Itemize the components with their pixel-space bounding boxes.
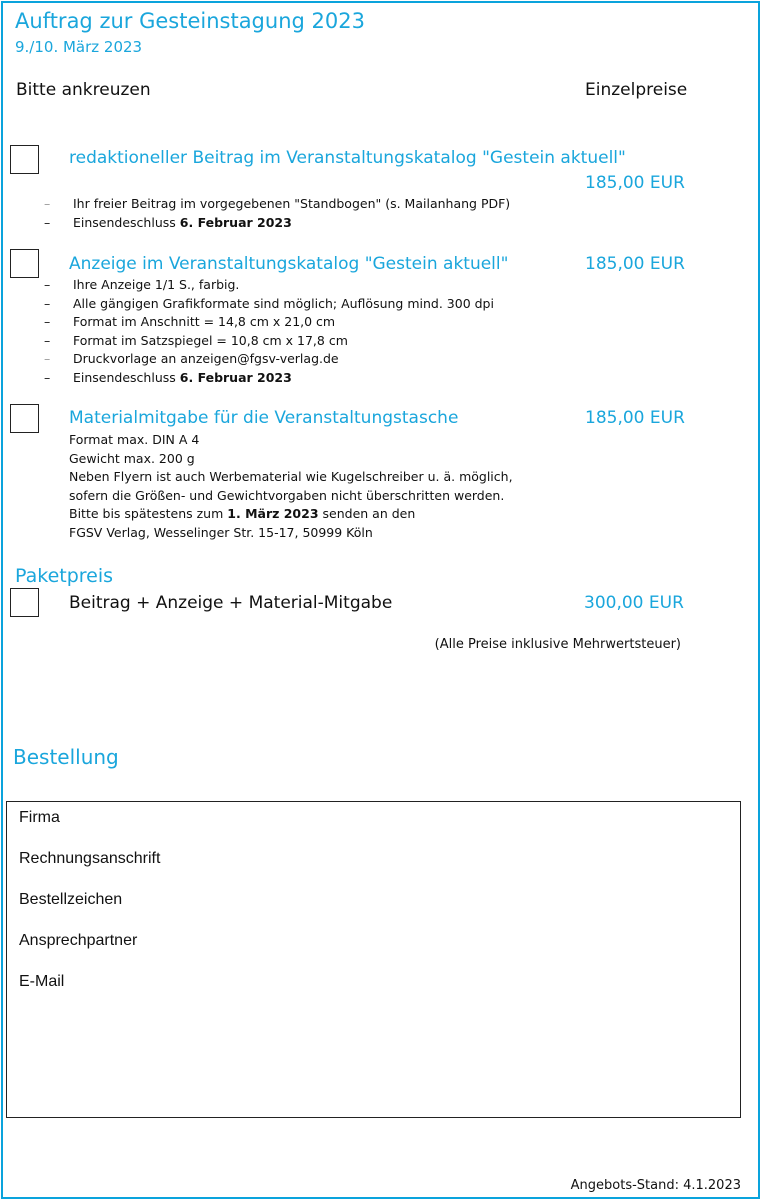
detail-line: FGSV Verlag, Wesselinger Str. 15-17, 50999 Köln: [69, 524, 373, 540]
package-price: 300,00 EUR: [584, 593, 684, 613]
detail-line: Neben Flyern ist auch Werbematerial wie Kugelschreiber u. ä. möglich,: [69, 469, 513, 484]
field-order-reference[interactable]: Bestellzeichen: [19, 891, 123, 908]
checkbox-advertisement[interactable]: [10, 249, 39, 278]
page-title: Auftrag zur Gesteinstagung 2023: [15, 9, 365, 33]
item-price-material: 185,00 EUR: [585, 408, 685, 428]
item-bullets-advertisement: [44, 276, 494, 387]
package-label: Beitrag + Anzeige + Material-Mitgabe: [69, 593, 393, 613]
detail-line: sofern die Größen- und Gewichtvorgaben nicht überschritten werden.: [69, 487, 505, 503]
field-email[interactable]: E-Mail: [19, 973, 65, 990]
item-title-material: Materialmitgabe für die Veranstaltungstasche: [69, 408, 459, 428]
order-form-box: [6, 801, 741, 1118]
list-item: – Einsendeschluss 6. Februar 2023: [44, 214, 292, 230]
list-item: – Druckvorlage an anzeigen@fgsv-verlag.de: [44, 351, 339, 366]
list-item: – Einsendeschluss 6. Februar 2023: [44, 369, 292, 385]
list-item: – Format im Anschnitt = 14,8 cm x 21,0 cm: [44, 314, 336, 329]
detail-line: Gewicht max. 200 g: [69, 450, 195, 466]
list-item: – Ihr freier Beitrag im vorgegebenen "Standbogen" (s. Mailanhang PDF): [44, 196, 511, 211]
vat-note: (Alle Preise inklusive Mehrwertsteuer): [434, 637, 681, 652]
item-price-editorial: 185,00 EUR: [585, 173, 685, 193]
checkbox-material-insert[interactable]: [10, 404, 39, 433]
list-item: – Format im Satzspiegel = 10,8 cm x 17,8 cm: [44, 332, 348, 348]
column-header-check: Bitte ankreuzen: [16, 80, 151, 100]
list-item: – Ihre Anzeige 1/1 S., farbig.: [44, 277, 240, 292]
detail-line: Format max. DIN A 4: [69, 432, 200, 447]
package-heading: Paketpreis: [15, 565, 114, 587]
checkbox-editorial-article[interactable]: [10, 145, 39, 174]
item-title-advertisement: Anzeige im Veranstaltungskatalog "Gestein aktuell": [69, 254, 509, 274]
field-contact-person[interactable]: Ansprechpartner: [19, 932, 138, 949]
item-details-material: [69, 431, 513, 542]
item-title-editorial: redaktioneller Beitrag im Veranstaltungskatalog "Gestein aktuell": [69, 148, 626, 168]
event-date: 9./10. März 2023: [15, 38, 143, 56]
list-item: – Alle gängigen Grafikformate sind möglich; Auflösung mind. 300 dpi: [44, 295, 494, 311]
field-company[interactable]: Firma: [19, 809, 60, 826]
offer-date: Angebots-Stand: 4.1.2023: [570, 1178, 741, 1193]
checkbox-package[interactable]: [10, 588, 39, 617]
detail-line: Bitte bis spätestens zum 1. März 2023 senden an den: [69, 506, 416, 521]
item-bullets-editorial: [44, 195, 510, 232]
column-header-prices: Einzelpreise: [585, 80, 688, 100]
order-heading: Bestellung: [13, 745, 119, 769]
item-price-advertisement: 185,00 EUR: [585, 254, 685, 274]
field-billing-address[interactable]: Rechnungsanschrift: [19, 850, 161, 867]
